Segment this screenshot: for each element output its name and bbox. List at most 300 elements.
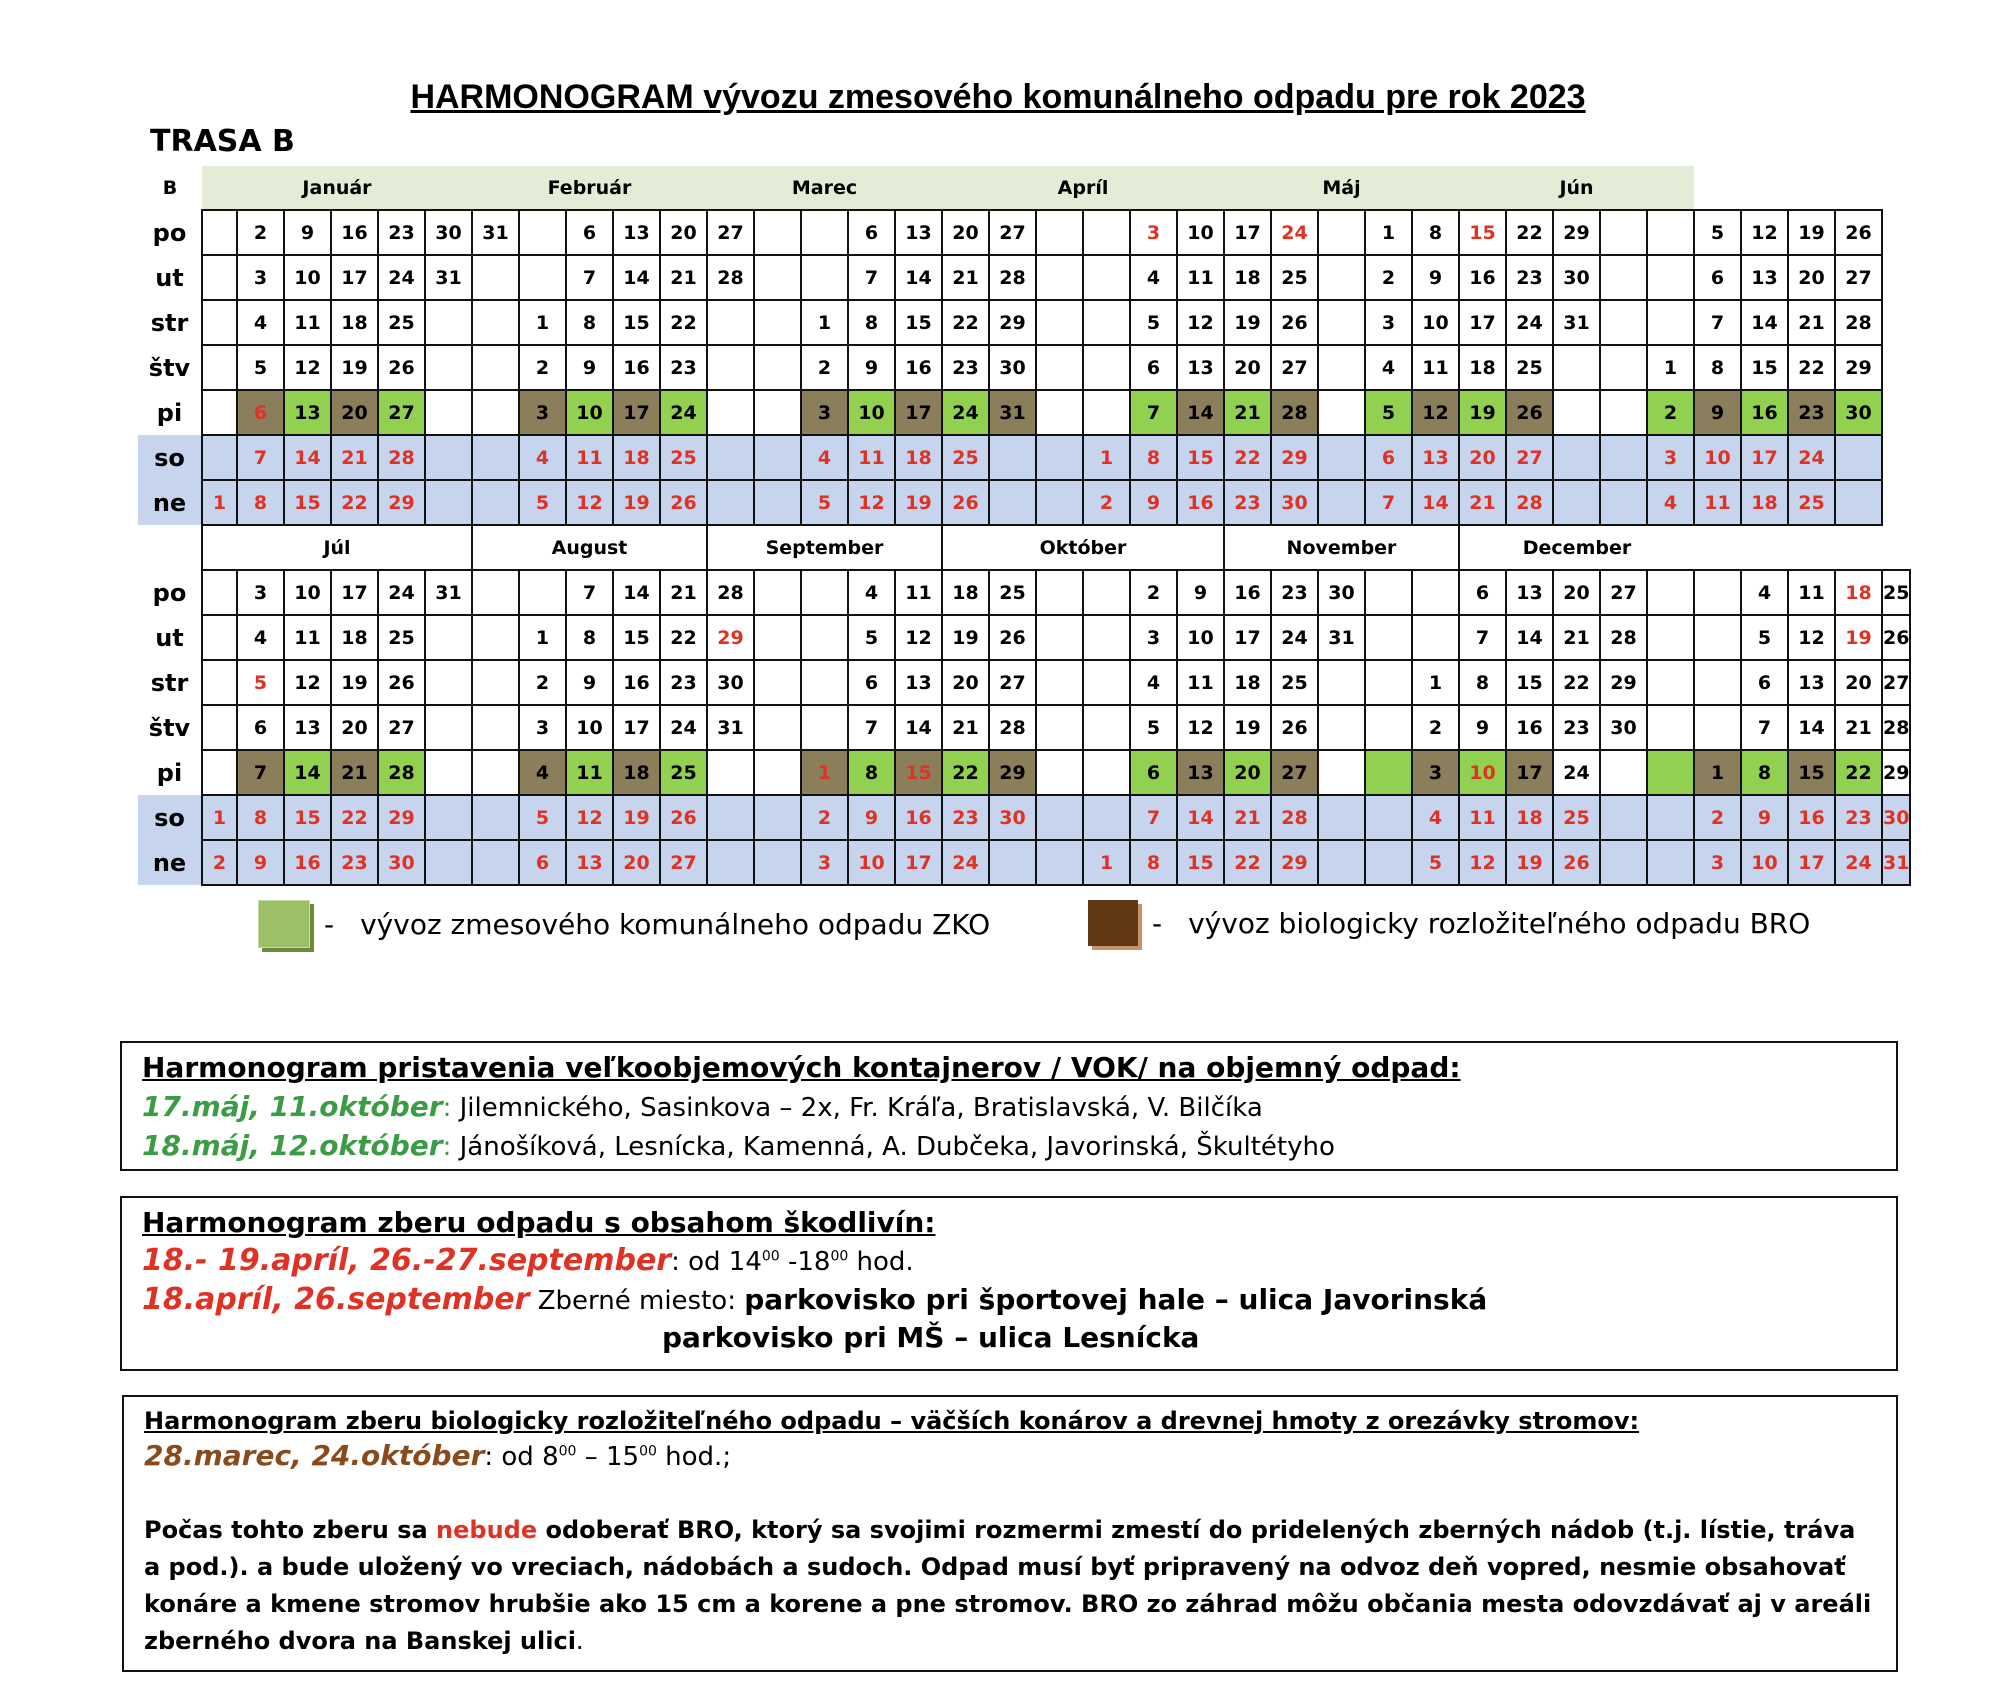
day-cell: 15 (1788, 750, 1835, 795)
day-cell: 20 (1459, 435, 1506, 480)
day-cell: 29 (378, 480, 425, 525)
day-cell: 27 (378, 705, 425, 750)
day-cell: 17 (613, 705, 660, 750)
legend-dash: - (324, 907, 335, 941)
day-cell (1365, 615, 1412, 660)
day-cell (202, 345, 237, 390)
day-cell: 29 (1835, 345, 1882, 390)
day-cell: 11 (566, 435, 613, 480)
day-cell: 22 (331, 795, 378, 840)
day-cell (1647, 795, 1694, 840)
day-cell (801, 255, 848, 300)
day-cell (1318, 300, 1365, 345)
vok-text-2: Jánošíková, Lesnícka, Kamenná, A. Dubčeka, Javorinská, Škultétyho (451, 1132, 1335, 1162)
day-cell: 13 (566, 840, 613, 885)
day-cell (1083, 705, 1130, 750)
day-cell: 23 (1506, 255, 1553, 300)
day-cell: 16 (613, 660, 660, 705)
day-cell: 21 (942, 255, 989, 300)
day-cell: 8 (566, 300, 613, 345)
day-cell (425, 750, 472, 795)
day-cell: 21 (1224, 390, 1271, 435)
day-cell: 25 (1506, 345, 1553, 390)
day-cell: 22 (1224, 435, 1271, 480)
day-cell: 16 (613, 345, 660, 390)
day-cell: 11 (1694, 480, 1741, 525)
month-header: Apríl (942, 166, 1224, 210)
day-cell (1365, 570, 1412, 615)
day-cell: 23 (942, 345, 989, 390)
day-cell: 30 (989, 345, 1036, 390)
day-row (138, 615, 1910, 660)
day-cell: 22 (942, 750, 989, 795)
day-cell (989, 480, 1036, 525)
legend-zko (258, 900, 990, 948)
day-cell: 17 (895, 390, 942, 435)
day-cell: 30 (989, 795, 1036, 840)
vok-line-1 (142, 1090, 1876, 1123)
day-cell: 9 (566, 660, 613, 705)
day-cell (1036, 210, 1083, 255)
day-cell: 8 (1130, 435, 1177, 480)
month-header: December (1459, 525, 1694, 570)
day-cell: 22 (1788, 345, 1835, 390)
hazard-place-2: parkovisko pri MŠ – ulica Lesnícka (662, 1321, 1200, 1354)
day-cell: 6 (1741, 660, 1788, 705)
month-header: November (1224, 525, 1459, 570)
day-label: po (138, 210, 202, 255)
day-cell: 5 (237, 345, 284, 390)
day-cell: 15 (895, 300, 942, 345)
day-cell (1318, 795, 1365, 840)
day-cell: 22 (1506, 210, 1553, 255)
day-label: ut (138, 615, 202, 660)
day-label: ut (138, 255, 202, 300)
day-cell: 4 (519, 750, 566, 795)
day-cell (1694, 615, 1741, 660)
day-cell: 11 (566, 750, 613, 795)
day-cell: 5 (237, 660, 284, 705)
day-cell (754, 795, 801, 840)
day-cell: 13 (1412, 435, 1459, 480)
day-cell (1083, 750, 1130, 795)
day-cell (202, 300, 237, 345)
month-header: Marec (707, 166, 942, 210)
day-cell (472, 795, 519, 840)
day-cell: 14 (1177, 390, 1224, 435)
day-cell: 28 (1600, 615, 1647, 660)
day-cell: 16 (1224, 570, 1271, 615)
day-cell: 10 (1694, 435, 1741, 480)
day-cell: 10 (1412, 300, 1459, 345)
month-header: Február (472, 166, 707, 210)
day-cell: 5 (1130, 705, 1177, 750)
day-cell (202, 255, 237, 300)
day-cell: 26 (660, 480, 707, 525)
day-cell: 31 (1553, 300, 1600, 345)
day-cell: 9 (1130, 480, 1177, 525)
day-cell: 25 (1788, 480, 1835, 525)
day-cell: 19 (613, 795, 660, 840)
day-cell: 20 (1224, 345, 1271, 390)
day-cell (519, 210, 566, 255)
day-cell: 30 (378, 840, 425, 885)
day-cell: 12 (284, 660, 331, 705)
day-cell: 26 (1271, 705, 1318, 750)
day-cell (472, 660, 519, 705)
day-cell (1365, 705, 1412, 750)
day-cell: 10 (284, 255, 331, 300)
day-label: štv (138, 705, 202, 750)
hazard-hod: hod. (848, 1247, 914, 1277)
day-row (138, 660, 1910, 705)
day-cell (472, 300, 519, 345)
day-cell: 20 (331, 705, 378, 750)
day-cell: 6 (848, 210, 895, 255)
day-cell: 7 (1459, 615, 1506, 660)
hazard-time-to: -18 (779, 1247, 831, 1277)
day-cell: 19 (1224, 300, 1271, 345)
day-cell: 25 (1271, 660, 1318, 705)
hazard-heading: Harmonogram zberu odpadu s obsahom škodlivín: (142, 1206, 936, 1239)
day-row (138, 840, 1910, 885)
day-cell: 24 (942, 390, 989, 435)
day-cell: 26 (1506, 390, 1553, 435)
day-cell: 21 (660, 570, 707, 615)
day-cell: 9 (1741, 795, 1788, 840)
day-cell: 14 (284, 435, 331, 480)
day-cell: 26 (942, 480, 989, 525)
day-cell (1036, 300, 1083, 345)
day-cell: 23 (1224, 480, 1271, 525)
day-cell (1647, 750, 1694, 795)
day-cell (472, 435, 519, 480)
day-cell: 5 (519, 795, 566, 840)
day-cell: 2 (519, 660, 566, 705)
day-cell: 15 (1741, 345, 1788, 390)
day-cell: 20 (1553, 570, 1600, 615)
day-label: ne (138, 480, 202, 525)
day-cell (754, 840, 801, 885)
day-cell: 4 (801, 435, 848, 480)
day-cell: 24 (942, 840, 989, 885)
hazard-time-from: : od 14 (671, 1247, 762, 1277)
day-cell (472, 615, 519, 660)
day-cell: 5 (801, 480, 848, 525)
day-cell (519, 255, 566, 300)
bio-box (122, 1395, 1898, 1672)
day-cell (707, 300, 754, 345)
day-cell: 15 (1177, 435, 1224, 480)
day-cell: 7 (237, 435, 284, 480)
day-cell (1647, 570, 1694, 615)
day-cell: 11 (284, 300, 331, 345)
day-cell (1694, 570, 1741, 615)
day-cell: 11 (1459, 795, 1506, 840)
day-cell: 30 (1882, 795, 1910, 840)
day-cell: 7 (566, 570, 613, 615)
day-cell: 30 (1835, 390, 1882, 435)
day-cell: 1 (801, 750, 848, 795)
day-cell (1036, 705, 1083, 750)
day-cell (202, 570, 237, 615)
day-cell: 9 (1459, 705, 1506, 750)
day-cell: 6 (237, 705, 284, 750)
hazard-line-3 (142, 1321, 1876, 1354)
day-cell: 12 (895, 615, 942, 660)
day-cell: 8 (848, 750, 895, 795)
day-cell (1036, 435, 1083, 480)
day-cell (425, 840, 472, 885)
day-cell: 13 (284, 390, 331, 435)
day-cell (1083, 210, 1130, 255)
day-cell (472, 255, 519, 300)
month-header: Máj (1224, 166, 1459, 210)
day-cell: 6 (237, 390, 284, 435)
day-cell: 21 (1459, 480, 1506, 525)
day-cell: 27 (989, 660, 1036, 705)
day-cell: 24 (660, 390, 707, 435)
day-cell: 10 (848, 840, 895, 885)
day-row (138, 570, 1910, 615)
day-cell (1318, 255, 1365, 300)
hazard-label: Zberné miesto: (529, 1286, 745, 1316)
day-cell (1036, 615, 1083, 660)
day-cell: 16 (331, 210, 378, 255)
day-cell: 19 (331, 345, 378, 390)
day-cell: 6 (566, 210, 613, 255)
day-cell: 27 (378, 390, 425, 435)
day-cell: 12 (1741, 210, 1788, 255)
vok-text-1: Jilemnického, Sasinkova – 2x, Fr. Kráľa, Bratislavská, V. Bilčíka (451, 1093, 1263, 1123)
day-cell: 7 (1365, 480, 1412, 525)
day-cell: 31 (425, 570, 472, 615)
day-cell (1083, 795, 1130, 840)
bio-p-start: Počas tohto zberu sa (144, 1516, 437, 1544)
day-cell: 22 (331, 480, 378, 525)
day-label: pi (138, 390, 202, 435)
bio-p-end: odoberať BRO, ktorý sa svojimi rozmermi zmestí do pridelených zberných nádob (t.j. lístie, tráva a pod.). a bude uložený vo vreciach, nádobách a sudoch. Odpad musí byť pripravený na odvoz deň vopred, nesmie obsahovať konáre a kmene stromov hrubšie ako 15 cm a korene a pne stromov. BRO zo záhrad môžu občania mesta odovzdávať aj v areáli zberného dvora na Banskej ulici (144, 1516, 1872, 1655)
day-cell: 14 (613, 570, 660, 615)
day-cell (1647, 255, 1694, 300)
day-cell: 4 (1412, 795, 1459, 840)
day-cell: 25 (942, 435, 989, 480)
day-cell: 31 (989, 390, 1036, 435)
day-cell: 18 (613, 435, 660, 480)
day-cell: 13 (895, 660, 942, 705)
day-cell: 7 (1741, 705, 1788, 750)
day-cell: 23 (1271, 570, 1318, 615)
day-cell (754, 570, 801, 615)
day-cell: 11 (284, 615, 331, 660)
day-cell: 28 (707, 570, 754, 615)
day-cell: 19 (942, 615, 989, 660)
day-cell (1036, 390, 1083, 435)
day-cell (1365, 660, 1412, 705)
day-cell (1365, 840, 1412, 885)
day-cell: 8 (1459, 660, 1506, 705)
day-cell (1318, 705, 1365, 750)
day-cell: 13 (1177, 345, 1224, 390)
day-cell: 1 (1083, 840, 1130, 885)
day-cell (707, 840, 754, 885)
day-cell: 17 (1224, 210, 1271, 255)
hazard-sup-2: 00 (830, 1248, 849, 1265)
day-cell (1365, 750, 1412, 795)
day-cell: 13 (1177, 750, 1224, 795)
month-header: Jún (1459, 166, 1694, 210)
day-row (138, 210, 1910, 255)
day-cell: 24 (378, 570, 425, 615)
day-cell: 1 (1694, 750, 1741, 795)
day-cell: 3 (1694, 840, 1741, 885)
day-cell: 12 (566, 480, 613, 525)
day-row (138, 480, 1910, 525)
hazard-box (120, 1196, 1898, 1371)
day-cell: 19 (1224, 705, 1271, 750)
day-cell: 17 (1506, 750, 1553, 795)
day-cell: 2 (519, 345, 566, 390)
day-cell: 21 (331, 750, 378, 795)
day-cell: 22 (1224, 840, 1271, 885)
day-row (138, 390, 1910, 435)
day-cell: 22 (660, 615, 707, 660)
day-cell: 27 (1882, 660, 1910, 705)
day-cell (754, 345, 801, 390)
day-cell (754, 705, 801, 750)
day-cell: 25 (989, 570, 1036, 615)
day-cell (472, 705, 519, 750)
day-cell: 11 (1177, 255, 1224, 300)
day-cell (707, 795, 754, 840)
day-cell: 5 (1130, 300, 1177, 345)
day-cell: 10 (566, 705, 613, 750)
day-cell (1600, 435, 1647, 480)
day-cell: 11 (1177, 660, 1224, 705)
day-cell (519, 570, 566, 615)
day-cell: 14 (1412, 480, 1459, 525)
day-label: so (138, 435, 202, 480)
day-cell (1600, 750, 1647, 795)
day-cell: 28 (1835, 300, 1882, 345)
day-cell: 1 (801, 300, 848, 345)
day-cell: 6 (1694, 255, 1741, 300)
day-cell: 18 (331, 300, 378, 345)
legend-bro-label: vývoz biologicky rozložiteľného odpadu BRO (1188, 906, 1811, 940)
day-cell: 21 (1835, 705, 1882, 750)
day-cell: 31 (707, 705, 754, 750)
day-row (138, 300, 1910, 345)
day-cell (1036, 750, 1083, 795)
day-cell: 21 (1788, 300, 1835, 345)
day-label: so (138, 795, 202, 840)
day-cell (1036, 570, 1083, 615)
day-cell (754, 390, 801, 435)
day-cell: 24 (1835, 840, 1882, 885)
day-row (138, 750, 1910, 795)
day-cell: 26 (1835, 210, 1882, 255)
month-header: September (707, 525, 942, 570)
day-cell (1083, 615, 1130, 660)
day-cell (1083, 660, 1130, 705)
day-cell: 22 (1553, 660, 1600, 705)
day-cell: 26 (378, 345, 425, 390)
day-cell: 26 (989, 615, 1036, 660)
day-cell: 12 (1788, 615, 1835, 660)
day-cell: 13 (1506, 570, 1553, 615)
day-cell: 24 (1788, 435, 1835, 480)
day-cell (1083, 300, 1130, 345)
day-cell: 17 (1741, 435, 1788, 480)
day-cell: 1 (202, 795, 237, 840)
day-cell: 7 (1130, 390, 1177, 435)
day-cell: 6 (1459, 570, 1506, 615)
day-row (138, 705, 1910, 750)
day-cell: 13 (895, 210, 942, 255)
day-cell (202, 705, 237, 750)
day-cell: 23 (1788, 390, 1835, 435)
day-cell: 10 (1177, 210, 1224, 255)
day-cell: 9 (1694, 390, 1741, 435)
day-cell: 2 (1083, 480, 1130, 525)
hazard-sup-1: 00 (761, 1248, 780, 1265)
day-cell: 9 (848, 345, 895, 390)
day-cell: 25 (660, 435, 707, 480)
day-cell: 6 (1130, 345, 1177, 390)
day-cell: 5 (1412, 840, 1459, 885)
day-cell: 9 (1177, 570, 1224, 615)
day-cell: 6 (848, 660, 895, 705)
day-cell: 4 (1130, 660, 1177, 705)
day-cell: 23 (331, 840, 378, 885)
day-cell: 20 (613, 840, 660, 885)
day-cell (472, 750, 519, 795)
day-cell: 16 (895, 345, 942, 390)
day-cell: 27 (1271, 345, 1318, 390)
day-cell: 8 (1130, 840, 1177, 885)
day-cell (202, 390, 237, 435)
day-label: pi (138, 750, 202, 795)
day-label: po (138, 570, 202, 615)
day-cell: 18 (613, 750, 660, 795)
day-cell: 2 (1130, 570, 1177, 615)
day-cell: 4 (519, 435, 566, 480)
day-cell (1600, 255, 1647, 300)
day-cell: 9 (848, 795, 895, 840)
day-cell: 8 (566, 615, 613, 660)
day-cell (1036, 480, 1083, 525)
day-row (138, 435, 1910, 480)
day-cell (1600, 345, 1647, 390)
day-cell: 26 (378, 660, 425, 705)
day-cell: 28 (707, 255, 754, 300)
day-cell (472, 345, 519, 390)
day-cell: 22 (942, 300, 989, 345)
day-cell (1647, 660, 1694, 705)
day-cell: 28 (378, 750, 425, 795)
day-cell: 18 (1224, 255, 1271, 300)
day-cell: 14 (613, 255, 660, 300)
day-cell: 30 (1553, 255, 1600, 300)
day-cell (1318, 345, 1365, 390)
day-cell (472, 840, 519, 885)
day-cell (425, 705, 472, 750)
day-cell: 18 (895, 435, 942, 480)
day-cell (707, 345, 754, 390)
day-cell: 26 (1882, 615, 1910, 660)
day-cell: 18 (1459, 345, 1506, 390)
day-cell (754, 210, 801, 255)
